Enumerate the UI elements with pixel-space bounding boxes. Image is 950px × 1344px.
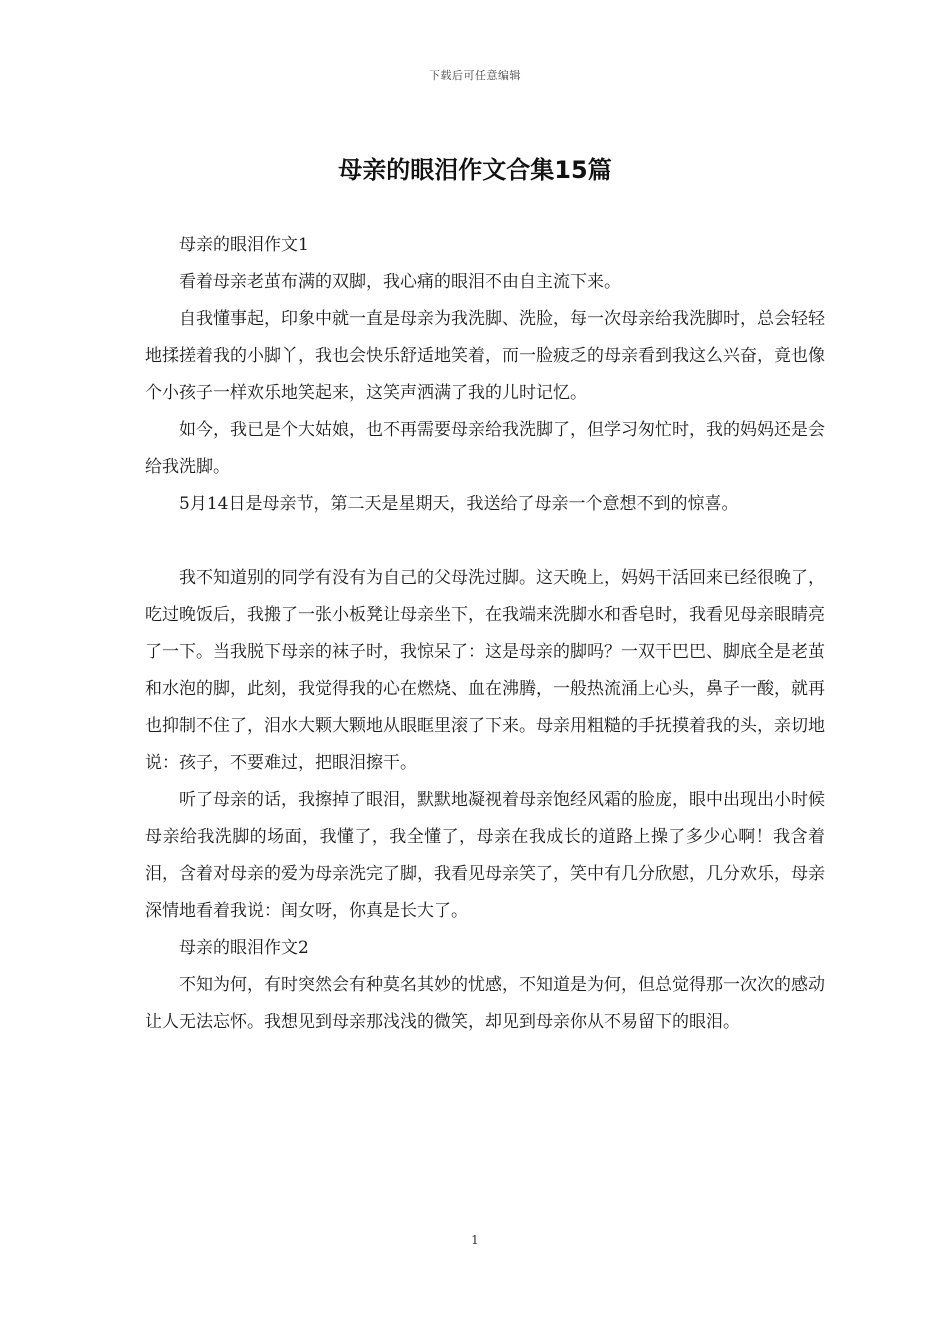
document-body (145, 227, 825, 1041)
paragraph: 不知为何，有时突然会有种莫名其妙的忧感，不知道是为何，但总觉得那一次次的感动让人无法忘怀。我想见到母亲那浅浅的微笑，却见到母亲你从不易留下的眼泪。 (145, 975, 825, 1032)
paragraph: 我不知道别的同学有没有为自己的父母洗过脚。这天晚上，妈妈干活回来已经很晚了，吃过晚饭后，我搬了一张小板凳让母亲坐下，在我端来洗脚水和香皂时，我看见母亲眼睛亮了一下。当我脱下母亲的袜子时，我惊呆了：这是母亲的脚吗？一双干巴巴、脚底全是老茧和水泡的脚，此刻，我觉得我的心在燃烧、血在沸腾，一般热流涌上心头，鼻子一酸，就再也抑制不住了，泪水大颗大颗地从眼眶里滚了下来。母亲用粗糙的手抚摸着我的头，亲切地说：孩子，不要难过，把眼泪擦干。 (145, 568, 825, 773)
document-title: 母亲的眼泪作文合集15篇 (338, 156, 612, 184)
page-number: 1 (471, 1233, 479, 1247)
paragraph: 自我懂事起，印象中就一直是母亲为我洗脚、洗脸，每一次母亲给我洗脚时，总会轻轻地揉搓着我的小脚丫，我也会快乐舒适地笑着，而一脸疲乏的母亲看到我这么兴奋，竟也像个小孩子一样欢乐地笑起来，这笑声洒满了我的儿时记忆。 (145, 309, 825, 403)
paragraph: 听了母亲的话，我擦掉了眼泪，默默地凝视着母亲饱经风霜的脸庞，眼中出现出小时候母亲给我洗脚的场面，我懂了，我全懂了，母亲在我成长的道路上操了多少心啊！我含着泪，含着对母亲的爱为母亲洗完了脚，我看见母亲笑了，笑中有几分欣慰，几分欢乐，母亲深情地看着我说：闺女呀，你真是长大了。 (145, 790, 825, 921)
page-header: 下载后可任意编辑 (429, 69, 521, 82)
paragraph: 看着母亲老茧布满的双脚，我心痛的眼泪不由自主流下来。 (179, 272, 621, 292)
paragraph: 5月14日是母亲节，第二天是星期天，我送给了母亲一个意想不到的惊喜。 (179, 494, 739, 514)
section-heading-2: 母亲的眼泪作文2 (179, 938, 309, 958)
blank-line (145, 523, 825, 560)
section-heading-1: 母亲的眼泪作文1 (179, 235, 309, 255)
paragraph: 如今，我已是个大姑娘，也不再需要母亲给我洗脚了，但学习匆忙时，我的妈妈还是会给我洗脚。 (145, 420, 825, 477)
